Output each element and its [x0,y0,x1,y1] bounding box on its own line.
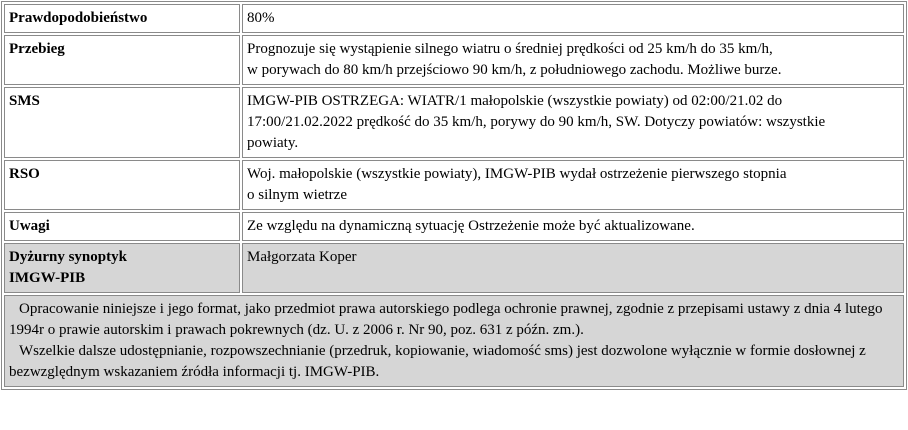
forecaster-name: Małgorzata Koper [242,243,904,293]
rso-value-line: Woj. małopolskie (wszystkie powiaty), IMGW-PIB wydał ostrzeżenie pierwszego stopnia [247,166,787,182]
warning-table [1,1,907,390]
row-probability [4,4,904,33]
forecaster-label [4,243,240,293]
probability-label: Prawdopodobieństwo [4,4,240,33]
row-course [4,35,904,85]
rso-value [242,160,904,210]
probability-value [242,4,904,33]
sms-value-line: powiaty. [247,135,299,151]
row-copyright-notice [4,295,904,387]
sms-label: SMS [4,87,240,158]
sms-value-line: 17:00/21.02.2022 prędkość do 35 km/h, porywy do 90 km/h, SW. Dotyczy powiatów: wszystkie [247,114,826,130]
course-value-line: w porywach do 80 km/h przejściowo 90 km/h, z południowego zachodu. Możliwe burze. [247,62,782,78]
row-sms [4,87,904,158]
forecaster-label-line: Dyżurny synoptyk [9,249,127,265]
course-label: Przebieg [4,35,240,85]
forecaster-label-line: IMGW-PIB [9,270,86,286]
course-value-line: Prognozuje się wystąpienie silnego wiatru o średniej prędkości od 25 km/h do 35 km/h, [247,41,773,57]
rso-value-line: o silnym wietrze [247,187,347,203]
remarks-value [242,212,904,241]
probability-value-line: 80% [247,10,275,26]
course-value [242,35,904,85]
sms-value [242,87,904,158]
row-rso [4,160,904,210]
copyright-notice [4,295,904,387]
row-forecaster [4,243,904,293]
sms-value-line: IMGW-PIB OSTRZEGA: WIATR/1 małopolskie (wszystkie powiaty) od 02:00/21.02 do [247,93,783,109]
remarks-value-line: Ze względu na dynamiczną sytuację Ostrzeżenie może być aktualizowane. [247,218,695,234]
rso-label: RSO [4,160,240,210]
distribution-paragraph: Wszelkie dalsze udostępnianie, rozpowszechnianie (przedruk, kopiowanie, wiadomość sms) jest dozwolone wyłącznie w formie dosłownej z bezwzględnym wskazaniem źródła informacji tj. IMGW-PIB. [9,343,866,380]
row-remarks [4,212,904,241]
remarks-label: Uwagi [4,212,240,241]
copyright-paragraph: Opracowanie niniejsze i jego format, jako przedmiot prawa autorskiego podlega ochronie prawnej, zgodnie z przepisami ustawy z dnia 4 lutego 1994r o prawie autorskim i prawach pokrewnych (dz. U. z 2006 r. Nr 90, poz. 631 z późn. zm.). [9,301,883,338]
